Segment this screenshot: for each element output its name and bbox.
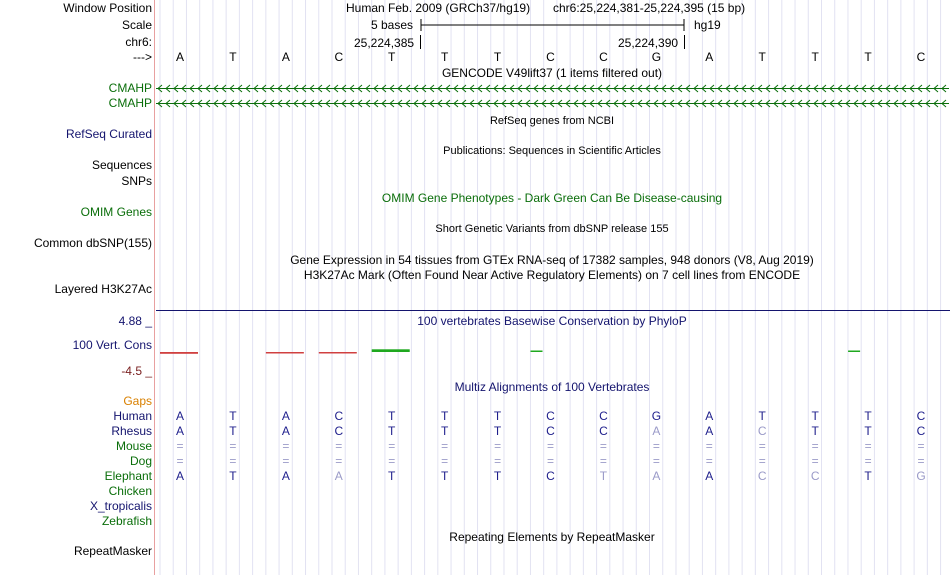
human-base: A bbox=[175, 409, 184, 423]
dog-base: = bbox=[176, 454, 184, 468]
scale-bar bbox=[420, 18, 686, 32]
dog-base: = bbox=[599, 454, 607, 468]
rhesus-base: C bbox=[599, 424, 608, 438]
zebrafish-label: Zebrafish bbox=[101, 514, 152, 528]
mouse-base: = bbox=[494, 439, 502, 453]
dog-base: = bbox=[282, 454, 290, 468]
human-base: G bbox=[651, 409, 662, 423]
base-letter: C bbox=[599, 50, 608, 64]
mouse-base: = bbox=[599, 439, 607, 453]
mouse-base: = bbox=[864, 439, 872, 453]
rhesus-base: A bbox=[281, 424, 290, 438]
dog-base: = bbox=[388, 454, 396, 468]
base-letter: C bbox=[546, 50, 555, 64]
elephant-label: Elephant bbox=[104, 469, 152, 483]
base-letter: T bbox=[229, 50, 237, 64]
rhesus-base: T bbox=[440, 424, 449, 438]
mouse-base: = bbox=[705, 439, 713, 453]
human-base: A bbox=[705, 409, 714, 423]
human-base: T bbox=[758, 409, 766, 423]
dog-base: = bbox=[917, 454, 925, 468]
human-base: C bbox=[334, 409, 344, 423]
elephant-base: T bbox=[229, 469, 237, 483]
dog-base: = bbox=[864, 454, 872, 468]
cmahp-gene-1[interactable] bbox=[156, 84, 949, 93]
phylop-track-title[interactable]: 100 vertebrates Basewise Conservation by PhyloP bbox=[417, 314, 687, 328]
elephant-base: A bbox=[652, 469, 661, 483]
cons-track-label[interactable]: 100 Vert. Cons bbox=[72, 338, 152, 352]
scale-db: hg19 bbox=[694, 18, 721, 32]
elephant-base: T bbox=[599, 469, 608, 483]
position-range: chr6:25,224,381-25,224,395 (15 bp) bbox=[553, 1, 746, 15]
mouse-base: = bbox=[546, 439, 554, 453]
base-letter: A bbox=[175, 50, 184, 64]
rhesus-label: Rhesus bbox=[111, 424, 152, 438]
base-letter: T bbox=[388, 50, 396, 64]
snps-label[interactable]: SNPs bbox=[121, 174, 152, 188]
base-letter: A bbox=[281, 50, 290, 64]
coord-1: 25,224,385 bbox=[354, 36, 415, 50]
base-letter: T bbox=[758, 50, 766, 64]
phylop-bar bbox=[266, 352, 304, 354]
h3k27ac-track-title[interactable]: H3K27Ac Mark (Often Found Near Active Regulatory Elements) on 7 cell lines from ENCODE bbox=[303, 268, 801, 282]
assembly-title: Human Feb. 2009 (GRCh37/hg19) bbox=[346, 1, 531, 15]
phylop-bar bbox=[531, 351, 543, 353]
dog-base: = bbox=[494, 454, 502, 468]
elephant-base: T bbox=[388, 469, 396, 483]
dbsnp-label[interactable]: Common dbSNP(155) bbox=[33, 236, 152, 250]
mouse-base: = bbox=[176, 439, 184, 453]
dog-base: = bbox=[758, 454, 766, 468]
repeatmasker-track-title[interactable]: Repeating Elements by RepeatMasker bbox=[449, 530, 655, 544]
dog-base: = bbox=[652, 454, 660, 468]
elephant-base: C bbox=[810, 469, 820, 483]
rhesus-base: A bbox=[652, 424, 661, 438]
rhesus-base: T bbox=[864, 424, 872, 438]
rhesus-base: C bbox=[916, 424, 926, 438]
scale-bases: 5 bases bbox=[371, 18, 414, 32]
base-letter: T bbox=[493, 50, 502, 64]
sequences-label[interactable]: Sequences bbox=[91, 158, 152, 172]
strand-arrow: ---> bbox=[133, 50, 152, 64]
omim-label[interactable]: OMIM Genes bbox=[80, 205, 152, 219]
rhesus-base: C bbox=[546, 424, 555, 438]
coord-2: 25,224,390 bbox=[618, 36, 679, 50]
dog-base: = bbox=[705, 454, 713, 468]
xtropicalis-label: X_tropicalis bbox=[89, 499, 152, 513]
base-letter: G bbox=[651, 50, 662, 64]
omim-track-title[interactable]: OMIM Gene Phenotypes - Dark Green Can Be Disease-causing bbox=[381, 191, 723, 205]
label-divider bbox=[154, 0, 155, 575]
mouse-base: = bbox=[652, 439, 660, 453]
dog-base: = bbox=[546, 454, 554, 468]
mouse-base: = bbox=[811, 439, 819, 453]
phylop-graph[interactable] bbox=[155, 340, 950, 364]
human-base: T bbox=[229, 409, 237, 423]
human-base: T bbox=[493, 409, 502, 423]
mouse-label: Mouse bbox=[115, 439, 152, 453]
mouse-base: = bbox=[917, 439, 925, 453]
phylop-bar bbox=[848, 351, 860, 353]
refseq-track-title[interactable]: RefSeq genes from NCBI bbox=[489, 115, 615, 127]
publications-track-title[interactable]: Publications: Sequences in Scientific Articles bbox=[443, 145, 661, 157]
human-base: T bbox=[440, 409, 449, 423]
rhesus-base: T bbox=[388, 424, 396, 438]
mouse-base: = bbox=[229, 439, 237, 453]
elephant-base: T bbox=[440, 469, 449, 483]
dog-label: Dog bbox=[129, 454, 152, 468]
elephant-base: A bbox=[334, 469, 343, 483]
base-letter: T bbox=[440, 50, 449, 64]
elephant-base: C bbox=[757, 469, 767, 483]
rhesus-base: T bbox=[493, 424, 502, 438]
window-position-label: Window Position bbox=[63, 1, 152, 15]
rhesus-base: A bbox=[705, 424, 714, 438]
base-letter: C bbox=[916, 50, 926, 64]
scale-label: Scale bbox=[121, 18, 152, 32]
human-base: C bbox=[546, 409, 555, 423]
h3k27ac-label[interactable]: Layered H3K27Ac bbox=[54, 282, 152, 296]
cmahp-label-2[interactable]: CMAHP bbox=[108, 96, 152, 110]
human-base: A bbox=[281, 409, 290, 423]
cons-min-label: -4.5 _ bbox=[121, 364, 152, 378]
gencode-track-title[interactable]: GENCODE V49lift37 (1 items filtered out) bbox=[441, 66, 663, 80]
mouse-base: = bbox=[335, 439, 343, 453]
dog-base: = bbox=[229, 454, 237, 468]
human-label: Human bbox=[113, 409, 152, 423]
cmahp-gene-2[interactable] bbox=[156, 99, 949, 108]
mouse-base: = bbox=[758, 439, 766, 453]
dog-base: = bbox=[441, 454, 449, 468]
human-base: T bbox=[811, 409, 819, 423]
human-base: C bbox=[599, 409, 608, 423]
elephant-base: A bbox=[281, 469, 290, 483]
gtex-track-title[interactable]: Gene Expression in 54 tissues from GTEx RNA-seq of 17382 samples, 948 donors (V8, Aug 2019) bbox=[290, 253, 814, 267]
elephant-base: T bbox=[864, 469, 872, 483]
mouse-base: = bbox=[282, 439, 290, 453]
phylop-bar bbox=[372, 349, 410, 352]
elephant-base: A bbox=[705, 469, 714, 483]
elephant-base: A bbox=[175, 469, 184, 483]
human-base: C bbox=[916, 409, 926, 423]
dog-base: = bbox=[335, 454, 343, 468]
multiz-track-title[interactable]: Multiz Alignments of 100 Vertebrates bbox=[454, 380, 650, 394]
mouse-base: = bbox=[388, 439, 396, 453]
elephant-base: G bbox=[916, 469, 926, 483]
base-letter: T bbox=[811, 50, 819, 64]
refseq-label[interactable]: RefSeq Curated bbox=[65, 127, 152, 141]
base-letter: C bbox=[334, 50, 344, 64]
base-letter: T bbox=[864, 50, 872, 64]
rhesus-base: C bbox=[334, 424, 344, 438]
phylop-bar bbox=[160, 352, 198, 354]
human-base: T bbox=[864, 409, 872, 423]
elephant-base: T bbox=[493, 469, 502, 483]
rhesus-base: C bbox=[757, 424, 767, 438]
dbsnp-track-title[interactable]: Short Genetic Variants from dbSNP release 155 bbox=[435, 223, 669, 235]
coord-2-tick bbox=[684, 35, 685, 49]
rhesus-base: T bbox=[811, 424, 819, 438]
rhesus-base: T bbox=[229, 424, 237, 438]
h3k27ac-baseline bbox=[156, 310, 950, 311]
chr-label: chr6: bbox=[125, 35, 152, 49]
chicken-label: Chicken bbox=[108, 484, 152, 498]
cmahp-label-1[interactable]: CMAHP bbox=[108, 81, 152, 95]
gaps-label: Gaps bbox=[123, 394, 152, 408]
dog-base: = bbox=[811, 454, 819, 468]
mouse-base: = bbox=[441, 439, 449, 453]
cons-max-label: 4.88 _ bbox=[118, 314, 152, 328]
elephant-base: C bbox=[546, 469, 555, 483]
phylop-bar bbox=[319, 352, 357, 354]
coord-1-tick bbox=[420, 35, 421, 49]
rhesus-base: A bbox=[175, 424, 184, 438]
base-letter: A bbox=[705, 50, 714, 64]
human-base: T bbox=[388, 409, 396, 423]
repeatmasker-label[interactable]: RepeatMasker bbox=[73, 544, 152, 558]
